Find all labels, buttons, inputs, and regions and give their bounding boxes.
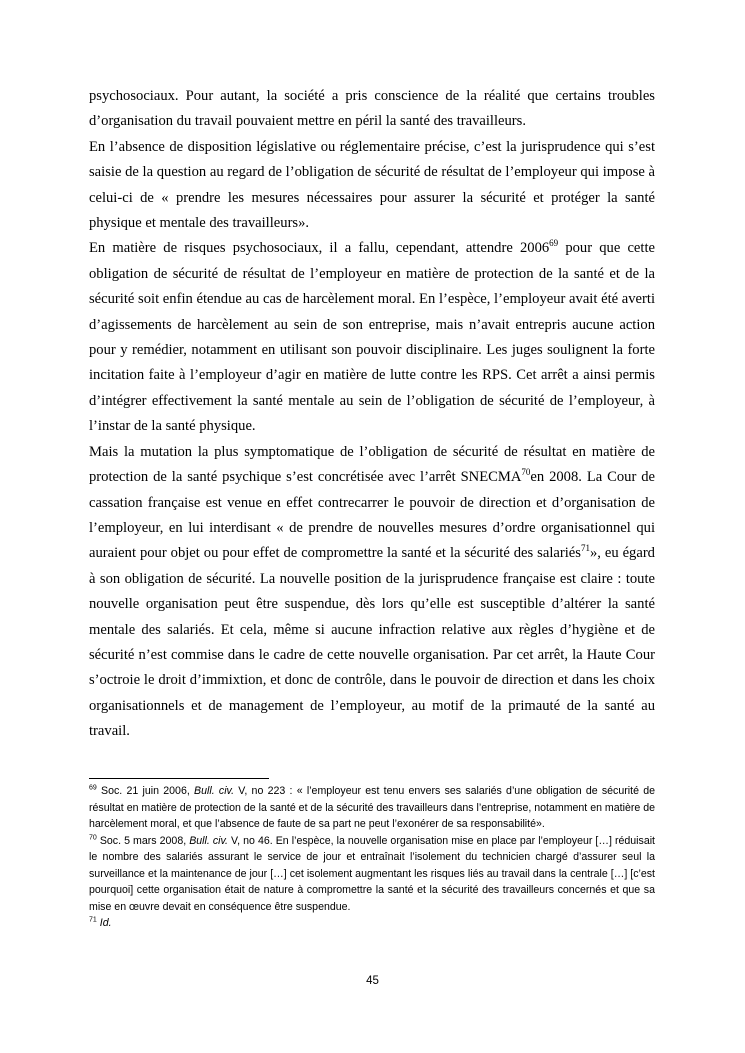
footnote-69-italic: Bull. civ. — [194, 785, 235, 797]
paragraph-3 — [89, 236, 655, 439]
paragraph-4-text-c: », eu égard à son obligation de sécurité. La nouvelle position de la jurisprudence française est claire : toute nouvelle organisation peut être suspendue, dès lors qu’elle est susceptible d’altérer la santé mentale des salariés. Et cela, même si aucune infraction relative aux règles d’hygiène et de sécurité n’est commise dans le cadre de cette nouvelle organisation. Par cet arrêt, la Haute Cour s’octroie le droit d’immixtion, et donc de contrôle, dans le pouvoir de direction et dans les choix organisationnels et de management de l’employeur, au motif de la primauté de la santé au travail. — [89, 545, 655, 740]
paragraph-2 — [89, 135, 655, 237]
footnote-69 — [89, 783, 655, 833]
paragraph-2-text: En l’absence de disposition législative ou réglementaire précise, c’est la jurisprudence qui s’est saisie de la question au regard de l’obligation de sécurité de résultat de l’employeur qui impose à celui-ci de « prendre les mesures nécessaires pour assurer la sécurité et protéger la santé physique et mentale des travailleurs». — [89, 138, 655, 232]
footnote-69-text-a: Soc. 21 juin 2006, — [96, 785, 195, 797]
footnote-ref-69[interactable]: 69 — [549, 238, 559, 249]
footnotes — [89, 783, 655, 932]
footnote-ref-70[interactable]: 70 — [521, 467, 531, 478]
footnote-69-text-b: V, no 223 : « l’employeur est tenu envers ses salariés d’une obligation de sécurité de résultat en matière de protection de la santé et de la sécurité des travailleurs dans l’entreprise, notamment en matière de harcèlement moral, et que l’absence de faute de sa part ne peut l’exonérer de sa responsabilité». — [89, 785, 655, 830]
paragraph-4-text-b: en 2008. La Cour de cassation française est venue en effet contrecarrer le pouvoir de direction et d’organisation de l’employeur, en lui interdisant « de prendre de nouvelles mesures d’ordre organisationnel qui auraient pour objet ou pour effet de compromettre la santé et la sécurité des salariés — [89, 469, 655, 562]
footnote-separator — [89, 778, 269, 779]
paragraph-4-text-a: Mais la mutation la plus symptomatique de l’obligation de sécurité de résultat en matière de protection de la santé psychique s’est concrétisée avec l’arrêt SNECMA — [89, 443, 655, 486]
paragraph-1-text: psychosociaux. Pour autant, la société a pris conscience de la réalité que certains troubles d’organisation du travail pouvaient mettre en péril la santé des travailleurs. — [89, 88, 655, 130]
main-text — [89, 84, 655, 745]
footnote-ref-71[interactable]: 71 — [580, 543, 590, 554]
paragraph-1 — [89, 84, 655, 135]
footnote-71 — [89, 915, 655, 932]
page-number: 45 — [366, 975, 379, 987]
footnote-70-text-b: V, no 46. En l’espèce, la nouvelle organisation mise en place par l’employeur […] réduisait le nombre des salariés assurant le service de jour et entraînait l’isolement du technicien chargé d’assurer seul la surveillance et la maintenance de jour […] cet isolement augmentant les risques liés au travail dans la centrale […] [c’est pourquoi] cette organisation était de nature à compromettre la santé et la sécurité des travailleurs concernés et que sa mise en œuvre devait en conséquence être suspendue. — [89, 834, 656, 913]
paragraph-3-text-b: pour que cette obligation de sécurité de résultat de l’employeur en matière de protection de la santé et de la sécurité soit enfin étendue au cas de harcèlement moral. En l’espèce, l’employeur avait été averti d’agissements de harcèlement au sein de son entreprise, mais n’avait entrepris aucune action pour y remédier, notamment en utilisant son pouvoir disciplinaire. Les juges soulignent la forte incitation faite à l’employeur d’agir en matière de lutte contre les RPS. Cet arrêt a ainsi permis d’intégrer effectivement la santé mentale au sein de l’obligation de sécurité de l’employeur, à l’instar de la santé physique. — [89, 240, 655, 435]
paragraph-3-text-a: En matière de risques psychosociaux, il a fallu, cependant, attendre 2006 — [89, 240, 550, 257]
footnote-70-text-a: Soc. 5 mars 2008, — [96, 834, 190, 847]
footnote-70 — [89, 833, 655, 916]
footnote-69-number: 69 — [89, 784, 97, 792]
footnote-70-italic: Bull. civ. — [189, 834, 228, 847]
footnote-71-italic: Id. — [99, 917, 112, 929]
footnote-70-number: 70 — [89, 833, 97, 841]
footnote-71-number: 71 — [89, 916, 97, 924]
paragraph-4 — [89, 440, 655, 745]
